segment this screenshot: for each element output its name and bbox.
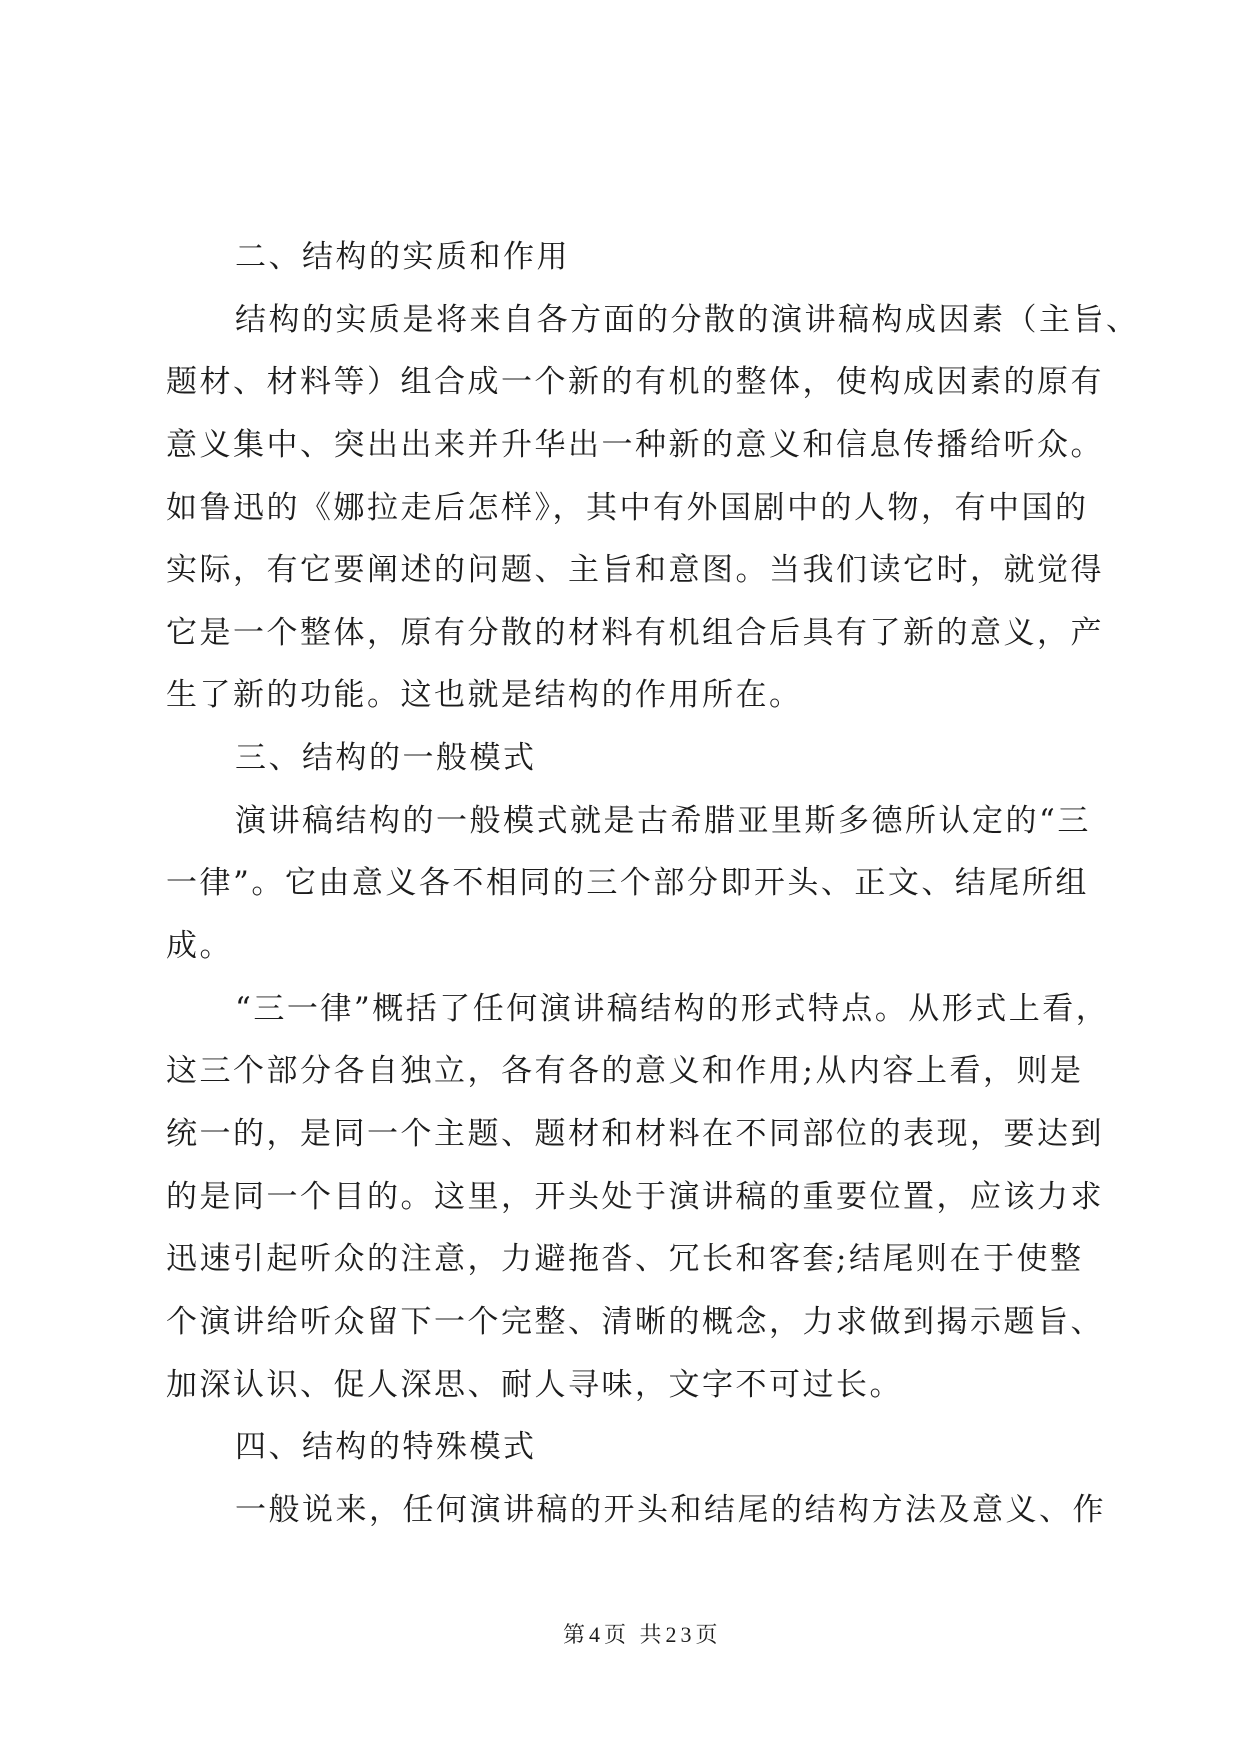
section-heading: 二、结构的实质和作用	[235, 239, 570, 275]
paragraph	[166, 1479, 1166, 1542]
text-line: 它是一个整体，原有分散的材料有机组合后具有了新的意义，产	[166, 614, 1104, 651]
paragraph	[166, 289, 1166, 727]
text-line: 这三个部分各自独立，各有各的意义和作用;从内容上看，则是	[166, 1053, 1084, 1090]
text-line: 演讲稿结构的一般模式就是古希腊亚里斯多德所认定的“三	[235, 802, 1091, 839]
text-line: 一般说来，任何演讲稿的开头和结尾的结构方法及意义、作	[235, 1491, 1106, 1528]
section-heading: 三、结构的一般模式	[235, 740, 537, 777]
section-heading: 四、结构的特殊模式	[235, 1429, 537, 1466]
paragraph	[166, 790, 1166, 978]
section-special-pattern	[166, 1416, 1166, 1541]
text-line: 结构的实质是将来自各方面的分散的演讲稿构成因素（主旨、	[235, 301, 1140, 338]
text-line: 的是同一个目的。这里，开头处于演讲稿的重要位置，应该力求	[166, 1178, 1104, 1215]
text-line: 统一的，是同一个主题、题材和材料在不同部位的表现，要达到	[166, 1115, 1104, 1152]
document-body	[166, 226, 1166, 1541]
text-line: 个演讲给听众留下一个完整、清晰的概念，力求做到揭示题旨、	[166, 1303, 1104, 1340]
text-line: “三一律”概括了任何演讲稿结构的形式特点。从形式上看，	[235, 990, 1110, 1027]
section-structure-essence	[166, 226, 1166, 727]
text-line: 实际，有它要阐述的问题、主旨和意图。当我们读它时，就觉得	[166, 552, 1104, 589]
text-line: 加深认识、促人深思、耐人寻味，文字不可过长。	[166, 1366, 903, 1403]
text-line: 迅速引起听众的注意，力避拖沓、冗长和客套;结尾则在于使整	[166, 1241, 1084, 1278]
text-line: 题材、材料等）组合成一个新的有机的整体，使构成因素的原有	[166, 364, 1104, 401]
text-line: 一律”。它由意义各不相同的三个部分即开头、正文、结尾所组	[166, 865, 1089, 902]
page-number-footer: 第4页 共23页	[563, 1622, 722, 1647]
paragraph	[166, 978, 1166, 1416]
section-general-pattern	[166, 727, 1166, 1416]
text-line: 成。	[166, 928, 233, 965]
text-line: 意义集中、突出出来并升华出一种新的意义和信息传播给听众。	[166, 426, 1104, 463]
text-line: 如鲁迅的《娜拉走后怎样》，其中有外国剧中的人物，有中国的	[166, 489, 1089, 526]
text-line: 生了新的功能。这也就是结构的作用所在。	[166, 677, 803, 714]
